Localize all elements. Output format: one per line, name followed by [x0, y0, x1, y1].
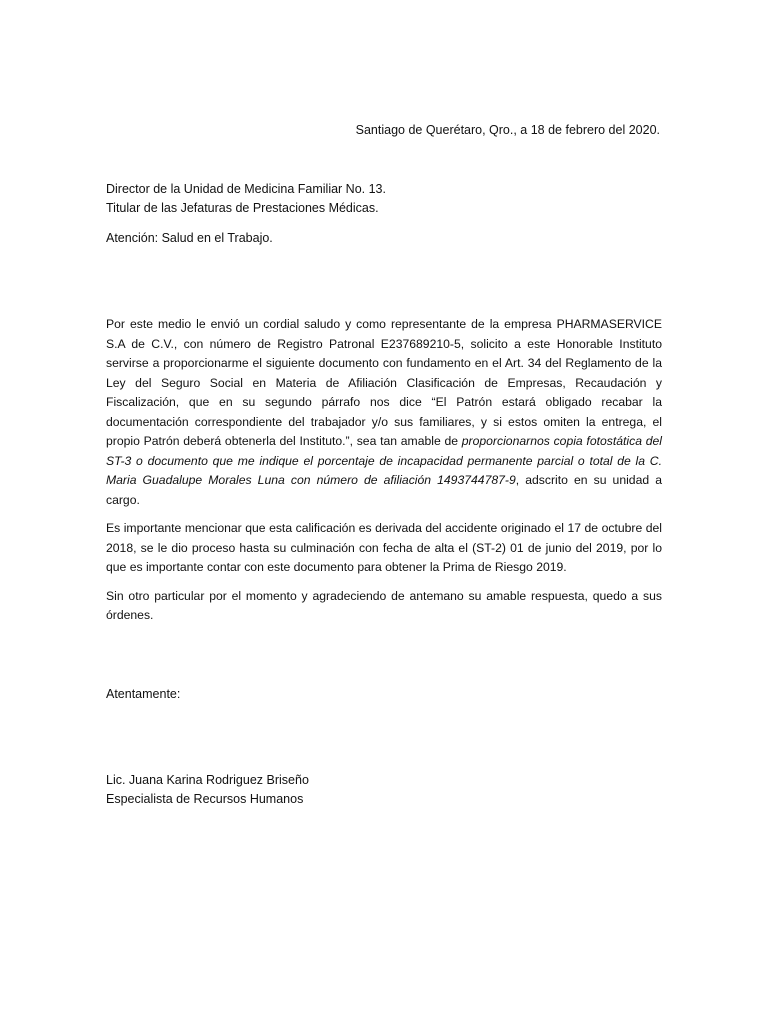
signature-name: Lic. Juana Karina Rodriguez Briseño — [106, 773, 309, 787]
recipient-line-2: Titular de las Jefaturas de Prestaciones Médicas. — [106, 200, 379, 215]
signature-block — [106, 771, 309, 809]
letter-body — [106, 315, 662, 635]
paragraph-request-italic-text: proporcionarnos copia fotostática del ST-3 o documento que me indique el porcentaje de incapacidad permanente parcial o total de la C. Maria Guadalupe Morales Luna con número de afiliación 1493744787-9 — [106, 434, 662, 487]
paragraph-farewell: Sin otro particular por el momento y agradeciendo de antemano su amable respuesta, quedo a sus órdenes. — [106, 588, 662, 622]
attention-line: Atención: Salud en el Trabajo. — [106, 231, 273, 245]
closing-line: Atentamente: — [106, 687, 181, 701]
paragraph-request-text-before: Por este medio le envió un cordial saludo y como representante de la empresa PHARMASERVICE S.A de C.V., con número de Registro Patronal E237689210-5, solicito a este Honorable Instituto servirse a proporcionarme el siguiente documento con fundamento en el Art. 34 del Reglamento de la Ley del Seguro Social en Materia de Afiliación Clasificación de Empresas, Recaudación y Fiscalización, que en su segundo párrafo nos dice “El Patrón estará obligado recabar la documentación correspondiente del trabajador y/o sus familiares, y si estos omiten la entrega, el propio Patrón deberá obtenerla del Instituto.”, sea tan amable de — [106, 317, 662, 448]
recipient-block — [106, 180, 666, 217]
date-line: Santiago de Querétaro, Qro., a 18 de febrero del 2020. — [355, 123, 660, 137]
recipient-line-1: Director de la Unidad de Medicina Familiar No. 13. — [106, 182, 386, 196]
paragraph-context: Es importante mencionar que esta calificación es derivada del accidente originado el 17 de octubre del 2018, se le dio proceso hasta su culminación con fecha de alta el (ST-2) 01 de junio del 2019, por lo que es importante contar con este documento para obtener la Prima de Riesgo 2019. — [106, 521, 662, 574]
paragraph-request — [106, 315, 662, 510]
signature-title: Especialista de Recursos Humanos — [106, 792, 304, 806]
paragraph-request-text-after: , adscrito en su unidad a cargo. — [106, 473, 662, 507]
